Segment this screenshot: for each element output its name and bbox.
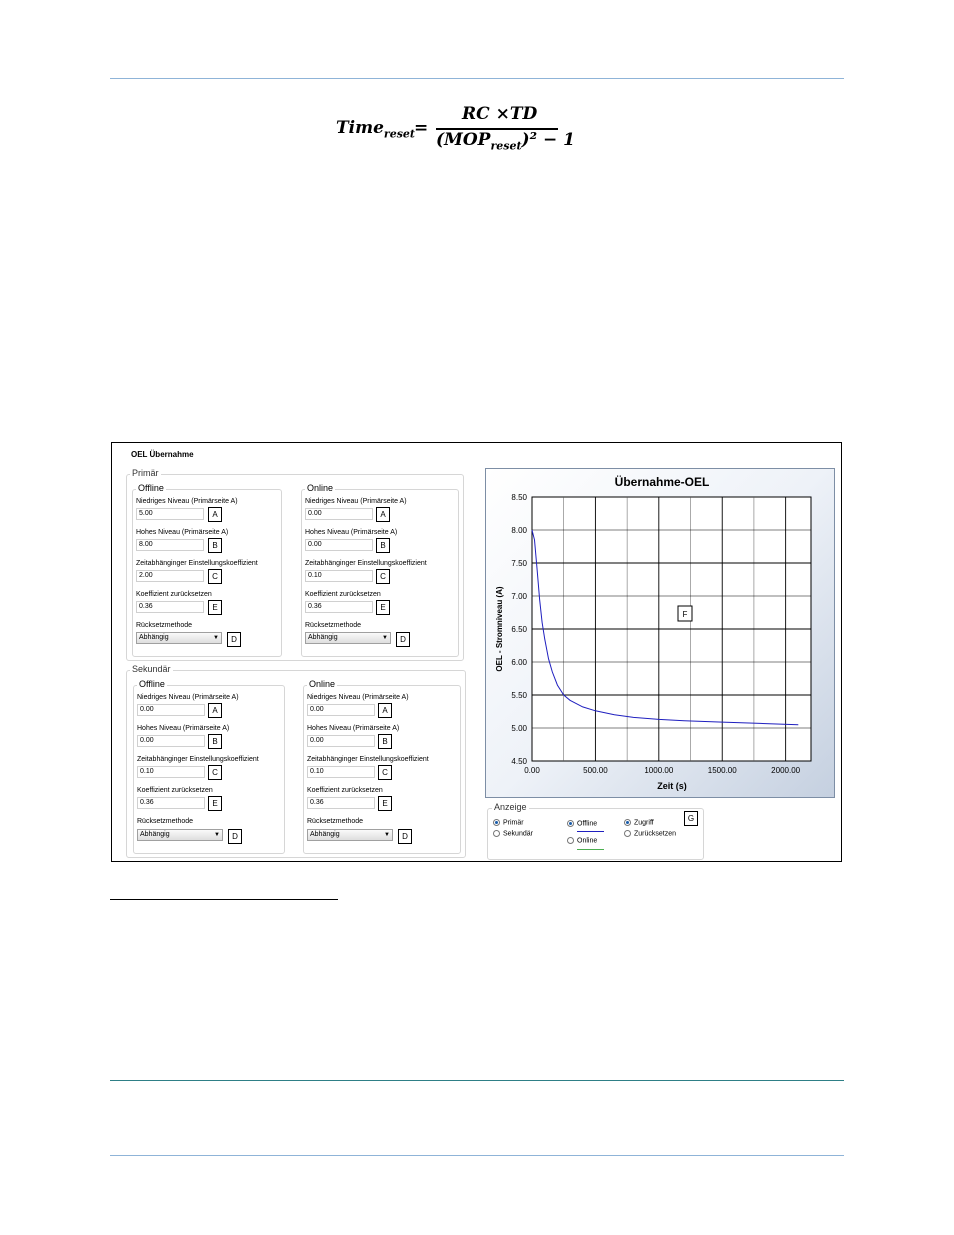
letter-c: C [208,569,222,584]
letter-f: F [682,610,688,619]
secondary-online-method-value: Abhängig [310,831,340,838]
display-group [487,802,704,860]
chevron-down-icon: ▼ [382,635,388,641]
oel-pickup-chart [486,469,836,799]
primary-online-low-label: Niedriges Niveau (Primärseite A) [305,498,407,505]
letter-b: B [208,734,222,749]
letter-a: A [378,703,392,718]
radio-online-label: Online [577,837,598,845]
secondary-offline-label: Offline [139,679,165,689]
chart-y-tick-label: 5.50 [511,691,527,700]
radio-offline-selected-icon [567,820,574,827]
display-group-label: Anzeige [494,802,527,812]
oel-pickup-screenshot [111,442,842,862]
radio-pickup-selected-icon [624,819,631,826]
formula-equals: = [414,118,429,138]
secondary-online-low-input[interactable]: 0.00 [307,704,375,716]
secondary-online-td-input[interactable]: 0.10 [307,766,375,778]
letter-e: E [376,600,390,615]
secondary-offline-method-select[interactable] [137,829,223,841]
radio-primary[interactable] [493,819,524,826]
primary-offline-method-select[interactable] [136,632,222,644]
window-title: OEL Übernahme [131,450,194,459]
secondary-offline-td-label: Zeitabhänginger Einstellungskoeffizient [137,756,259,763]
radio-secondary-label: Sekundär [503,830,533,838]
letter-b: B [208,538,222,553]
letter-b: B [376,538,390,553]
chart-x-tick-label: 0.00 [524,766,540,775]
footnote-rule [110,899,338,900]
header-rule [110,78,844,79]
radio-reset-label: Zurücksetzen [634,830,677,838]
letter-b: B [378,734,392,749]
secondary-offline-td-input[interactable]: 0.10 [137,766,205,778]
chart-x-tick-label: 1000.00 [644,766,674,775]
primary-online-label: Online [307,483,334,493]
primary-online-reset-label: Koeffizient zurücksetzen [305,591,381,598]
radio-pickup[interactable] [624,819,654,826]
formula-numerator: RC ×TD [462,104,538,124]
secondary-offline-low-input[interactable]: 0.00 [137,704,205,716]
secondary-offline-high-input[interactable]: 0.00 [137,735,205,747]
chevron-down-icon: ▼ [214,832,220,838]
primary-offline-low-input[interactable]: 5.00 [136,508,204,520]
primary-group-label: Primär [132,468,159,478]
footer-rule-top [110,1080,844,1081]
letter-d: D [228,829,242,844]
secondary-offline-high-label: Hohes Niveau (Primärseite A) [137,725,230,732]
chart-x-tick-label: 2000.00 [771,766,801,775]
chart-x-tick-label: 1500.00 [707,766,737,775]
secondary-offline-method-value: Abhängig [140,831,170,838]
secondary-offline-low-label: Niedriges Niveau (Primärseite A) [137,694,239,701]
primary-online-method-value: Abhängig [308,634,338,641]
primary-online-td-label: Zeitabhänginger Einstellungskoeffizient [305,560,427,567]
secondary-online-high-label: Hohes Niveau (Primärseite A) [307,725,400,732]
secondary-online-reset-input[interactable]: 0.36 [307,797,375,809]
chart-y-tick-label: 7.00 [511,592,527,601]
chart-y-tick-label: 8.50 [511,493,527,502]
primary-offline-high-input[interactable]: 8.00 [136,539,204,551]
oel-pickup-chart-panel [485,468,835,798]
primary-online-reset-input[interactable]: 0.36 [305,601,373,613]
primary-group [126,468,464,661]
primary-offline-td-input[interactable]: 2.00 [136,570,204,582]
chart-x-axis-label: Zeit (s) [657,781,687,791]
letter-d: D [398,829,412,844]
radio-online[interactable] [567,837,597,844]
primary-offline-high-label: Hohes Niveau (Primärseite A) [136,529,229,536]
secondary-online-panel [303,679,461,854]
radio-primary-selected-icon [493,819,500,826]
letter-a: A [208,703,222,718]
letter-e: E [208,600,222,615]
primary-online-high-label: Hohes Niveau (Primärseite A) [305,529,398,536]
radio-empty-icon [493,830,500,837]
primary-offline-reset-input[interactable]: 0.36 [136,601,204,613]
letter-c: C [378,765,392,780]
primary-offline-label: Offline [138,483,164,493]
chart-y-tick-label: 6.50 [511,625,527,634]
secondary-offline-method-label: Rücksetzmethode [137,818,194,825]
secondary-offline-panel [133,679,285,854]
letter-a: A [208,507,222,522]
formula-denominator: $(MOP_{reset})^2 - 1$ [436,130,575,153]
secondary-online-method-select[interactable] [307,829,393,841]
letter-a: A [376,507,390,522]
chart-y-tick-label: 5.00 [511,724,527,733]
primary-offline-reset-label: Koeffizient zurücksetzen [136,591,212,598]
chart-y-tick-label: 7.50 [511,559,527,568]
primary-online-low-input[interactable]: 0.00 [305,508,373,520]
secondary-online-td-label: Zeitabhänginger Einstellungskoeffizient [307,756,429,763]
letter-d: D [396,632,410,647]
radio-pickup-label: Zugriff [634,819,654,827]
chart-y-tick-label: 4.50 [511,757,527,766]
secondary-online-label: Online [309,679,336,689]
radio-secondary[interactable] [493,830,533,837]
radio-primary-label: Primär [503,819,524,827]
primary-online-td-input[interactable]: 0.10 [305,570,373,582]
letter-c: C [376,569,390,584]
footer-rule-bottom [110,1155,844,1156]
primary-online-method-label: Rücksetzmethode [305,622,362,629]
letter-c: C [208,765,222,780]
primary-offline-method-label: Rücksetzmethode [136,622,193,629]
primary-online-high-input[interactable]: 0.00 [305,539,373,551]
secondary-online-low-label: Niedriges Niveau (Primärseite A) [307,694,409,701]
radio-reset[interactable] [624,830,676,837]
chevron-down-icon: ▼ [213,635,219,641]
chart-title: Übernahme-OEL [614,475,710,489]
secondary-online-method-label: Rücksetzmethode [307,818,364,825]
formula-lhs: Time$_{reset}$ [336,118,415,141]
primary-online-panel [301,483,459,657]
online-line-swatch [577,849,604,850]
chevron-down-icon: ▼ [384,832,390,838]
primary-offline-method-value: Abhängig [139,634,169,641]
radio-offline[interactable] [567,820,597,827]
letter-g: G [684,811,698,826]
secondary-online-high-input[interactable]: 0.00 [307,735,375,747]
letter-d: D [227,632,241,647]
primary-offline-low-label: Niedriges Niveau (Primärseite A) [136,498,238,505]
secondary-offline-reset-label: Koeffizient zurücksetzen [137,787,213,794]
secondary-offline-reset-input[interactable]: 0.36 [137,797,205,809]
chart-x-tick-label: 500.00 [583,766,608,775]
chart-y-tick-label: 8.00 [511,526,527,535]
chart-y-tick-label: 6.00 [511,658,527,667]
letter-e: E [378,796,392,811]
primary-offline-panel [132,483,282,657]
radio-empty-icon [567,837,574,844]
offline-line-swatch [577,831,604,832]
radio-offline-label: Offline [577,820,598,828]
primary-online-method-select[interactable] [305,632,391,644]
secondary-group [126,664,466,858]
secondary-online-reset-label: Koeffizient zurücksetzen [307,787,383,794]
letter-e: E [208,796,222,811]
radio-empty-icon [624,830,631,837]
primary-offline-td-label: Zeitabhänginger Einstellungskoeffizient [136,560,258,567]
chart-y-axis-label: OEL - Stromniveau (A) [495,586,504,672]
secondary-group-label: Sekundär [132,664,171,674]
